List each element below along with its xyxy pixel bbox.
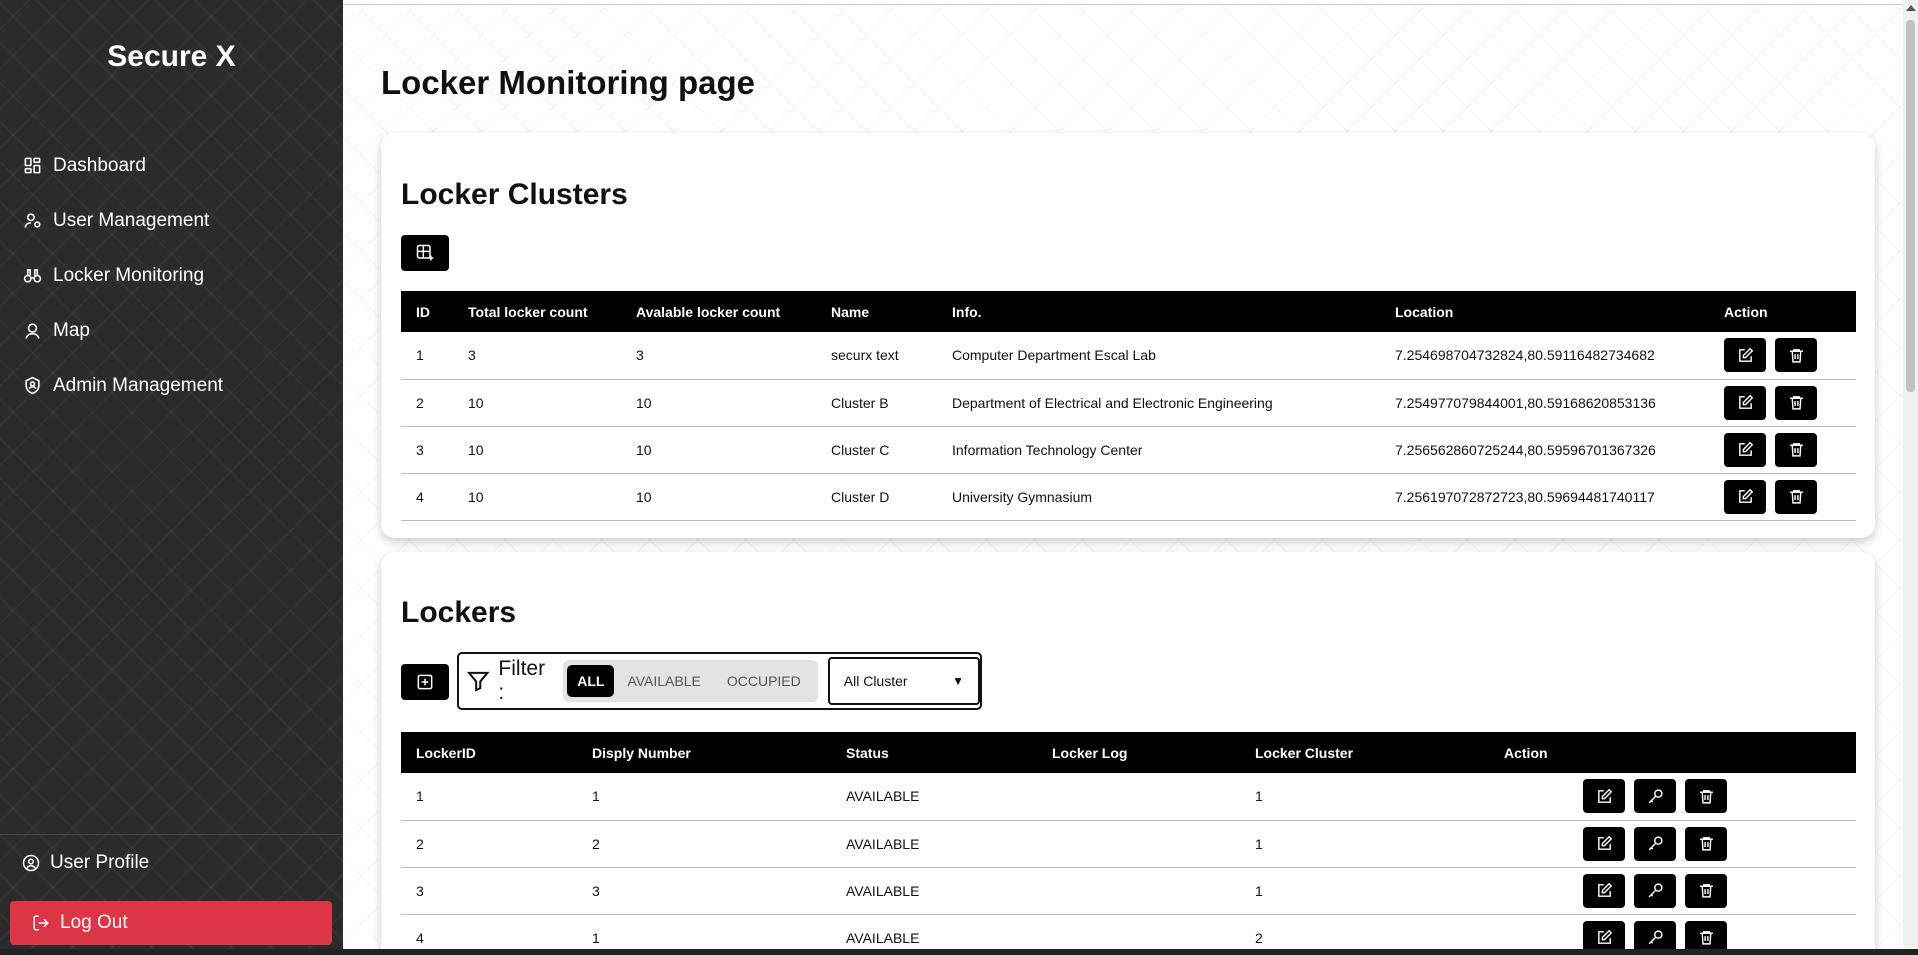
column-header: Locker Cluster: [1255, 744, 1354, 761]
column-header: ID: [416, 303, 430, 320]
cell: 1: [1240, 820, 1489, 867]
binoculars-icon: [22, 266, 42, 286]
sidebar: [0, 0, 343, 955]
cell: Information Technology Center: [937, 426, 1380, 473]
shield-user-icon: [22, 376, 42, 396]
cell: 1: [1240, 773, 1489, 820]
cell: [1037, 773, 1240, 820]
filter-bar: [457, 652, 982, 710]
trash-icon: [1698, 788, 1715, 805]
lockers-title: Lockers: [401, 596, 517, 629]
add-cluster-button[interactable]: [401, 235, 449, 271]
column-header: Action: [1724, 303, 1768, 320]
column-header: LockerID: [416, 744, 476, 761]
column-header: Info.: [952, 303, 982, 320]
add-table-icon: [415, 243, 435, 263]
column-header: Locker Log: [1052, 744, 1128, 761]
scroll-thumb[interactable]: [1906, 20, 1915, 392]
top-divider: [343, 4, 1903, 5]
cell: 3: [401, 426, 453, 473]
lockers-header-row: [401, 732, 1856, 773]
edit-button[interactable]: [1724, 433, 1766, 467]
cell: Cluster D: [816, 473, 937, 520]
action-cell: [1489, 867, 1856, 914]
cell: Computer Department Escal Lab: [937, 332, 1380, 379]
edit-icon: [1737, 347, 1754, 364]
cell: 10: [621, 379, 816, 426]
edit-button[interactable]: [1724, 386, 1766, 420]
column-header: Location: [1395, 303, 1454, 320]
sidebar-item-label: Locker Monitoring: [53, 264, 205, 286]
action-cell: [1709, 332, 1856, 379]
status-filter-group: [563, 660, 818, 702]
column-header: Action: [1504, 744, 1548, 761]
column-header: Status: [846, 744, 889, 761]
cell: Cluster B: [816, 379, 937, 426]
edit-icon: [1737, 441, 1754, 458]
dashboard-icon: [22, 156, 42, 176]
edit-icon: [1596, 929, 1613, 946]
cell: 3: [401, 867, 577, 914]
plus-square-icon: [415, 672, 435, 692]
clusters-table: [401, 291, 1856, 521]
edit-icon: [1596, 835, 1613, 852]
sidebar-item-dashboard[interactable]: [0, 138, 343, 193]
cell: University Gymnasium: [937, 473, 1380, 520]
edit-button[interactable]: [1583, 827, 1625, 861]
edit-button[interactable]: [1583, 779, 1625, 813]
clusters-header-row: [401, 291, 1856, 332]
key-icon: [1647, 788, 1664, 805]
cell: 3: [453, 332, 621, 379]
lockers-table: [401, 732, 1856, 955]
delete-button[interactable]: [1775, 433, 1817, 467]
delete-button[interactable]: [1775, 480, 1817, 514]
table-row: [401, 820, 1856, 867]
key-icon: [1647, 929, 1664, 946]
page-title: Locker Monitoring page: [381, 64, 756, 101]
cell: 4: [401, 914, 577, 955]
trash-icon: [1698, 835, 1715, 852]
cell: 4: [401, 473, 453, 520]
main-content: [343, 0, 1918, 955]
table-row: [401, 332, 1856, 379]
cell: 1: [401, 773, 577, 820]
cell: [1037, 867, 1240, 914]
cluster-select[interactable]: [828, 657, 980, 705]
filter-icon: [466, 668, 490, 694]
column-header: Name: [831, 303, 870, 320]
logout-button[interactable]: [10, 901, 332, 945]
key-button[interactable]: [1634, 779, 1676, 813]
logout-icon: [32, 914, 50, 932]
edit-icon: [1737, 394, 1754, 411]
action-cell: [1709, 473, 1856, 520]
edit-button[interactable]: [1724, 338, 1766, 372]
filter-available[interactable]: AVAILABLE: [627, 673, 701, 689]
cell: 3: [577, 867, 831, 914]
sidebar-item-label: Map: [53, 319, 90, 341]
trash-icon: [1788, 441, 1805, 458]
key-button[interactable]: [1634, 874, 1676, 908]
sidebar-footer: [0, 834, 343, 933]
clusters-title: Locker Clusters: [401, 178, 628, 211]
user-profile-label: User Profile: [50, 852, 150, 873]
edit-icon: [1737, 488, 1754, 505]
user-gear-icon: [22, 211, 42, 231]
scroll-up-icon[interactable]: [1906, 5, 1916, 11]
brand-logo: Secure X: [107, 40, 236, 73]
filter-label: Filter :: [498, 657, 546, 704]
key-button[interactable]: [1634, 827, 1676, 861]
edit-icon: [1596, 882, 1613, 899]
vertical-scrollbar[interactable]: [1903, 0, 1918, 955]
cell: AVAILABLE: [831, 914, 1037, 955]
bottom-edge: [0, 949, 1918, 955]
cell: 2: [401, 379, 453, 426]
column-header: Avalable locker count: [636, 303, 781, 320]
cell: AVAILABLE: [831, 867, 1037, 914]
cell: securx text: [816, 332, 937, 379]
cell: 7.254977079844001,80.59168620853136: [1380, 379, 1709, 426]
table-row: [401, 867, 1856, 914]
table-row: [401, 473, 1856, 520]
delete-button[interactable]: [1685, 874, 1727, 908]
edit-icon: [1596, 788, 1613, 805]
column-header: Total locker count: [468, 303, 588, 320]
key-icon: [1647, 882, 1664, 899]
delete-button[interactable]: [1775, 338, 1817, 372]
edit-button[interactable]: [1724, 480, 1766, 514]
cell: 7.256562860725244,80.59596701367326: [1380, 426, 1709, 473]
cell: 2: [401, 820, 577, 867]
sidebar-nav: [0, 138, 343, 413]
filter-all[interactable]: ALL: [567, 665, 614, 697]
cell: Department of Electrical and Electronic Engineering: [937, 379, 1380, 426]
cell: 3: [621, 332, 816, 379]
column-header: Disply Number: [592, 744, 691, 761]
action-cell: [1489, 773, 1856, 820]
sidebar-item-user-management[interactable]: [0, 193, 343, 248]
sidebar-item-label: Dashboard: [53, 154, 146, 176]
lockers-card: [381, 552, 1875, 955]
add-locker-button[interactable]: [401, 664, 449, 700]
edit-button[interactable]: [1583, 874, 1625, 908]
cell: [1037, 820, 1240, 867]
cell: 10: [621, 473, 816, 520]
trash-icon: [1698, 882, 1715, 899]
user-profile-link[interactable]: [0, 835, 343, 891]
cell: 2: [577, 820, 831, 867]
trash-icon: [1788, 347, 1805, 364]
delete-button[interactable]: [1685, 779, 1727, 813]
cell: 7.256197072872723,80.59694481740117: [1380, 473, 1709, 520]
cluster-select-value: All Cluster: [843, 673, 908, 689]
action-cell: [1489, 820, 1856, 867]
sidebar-item-map[interactable]: [0, 303, 343, 358]
sidebar-item-label: Admin Management: [53, 374, 224, 396]
action-cell: [1709, 379, 1856, 426]
cell: 1: [401, 332, 453, 379]
delete-button[interactable]: [1775, 386, 1817, 420]
trash-icon: [1698, 929, 1715, 946]
trash-icon: [1788, 488, 1805, 505]
cell: 1: [1240, 867, 1489, 914]
table-row: [401, 426, 1856, 473]
cell: 2: [1240, 914, 1489, 955]
caret-down-icon: ▼: [952, 674, 964, 688]
cell: 10: [453, 473, 621, 520]
cell: 1: [577, 773, 831, 820]
cell: AVAILABLE: [831, 773, 1037, 820]
key-icon: [1647, 835, 1664, 852]
trash-icon: [1788, 394, 1805, 411]
cell: 1: [577, 914, 831, 955]
map-pin-user-icon: [22, 321, 42, 341]
cell: Cluster C: [816, 426, 937, 473]
sidebar-item-admin-management[interactable]: [0, 358, 343, 413]
logout-label: Log Out: [60, 912, 128, 933]
cell: 10: [621, 426, 816, 473]
cell: AVAILABLE: [831, 820, 1037, 867]
locker-clusters-card: [381, 133, 1875, 538]
table-row: [401, 773, 1856, 820]
cell: 7.254698704732824,80.59116482734682: [1380, 332, 1709, 379]
cell: 10: [453, 426, 621, 473]
table-row: [401, 379, 1856, 426]
user-circle-icon: [22, 854, 40, 872]
sidebar-item-locker-monitoring[interactable]: [0, 248, 343, 303]
delete-button[interactable]: [1685, 827, 1727, 861]
action-cell: [1709, 426, 1856, 473]
sidebar-item-label: User Management: [53, 209, 210, 231]
filter-occupied[interactable]: OCCUPIED: [726, 673, 801, 689]
cell: 10: [453, 379, 621, 426]
